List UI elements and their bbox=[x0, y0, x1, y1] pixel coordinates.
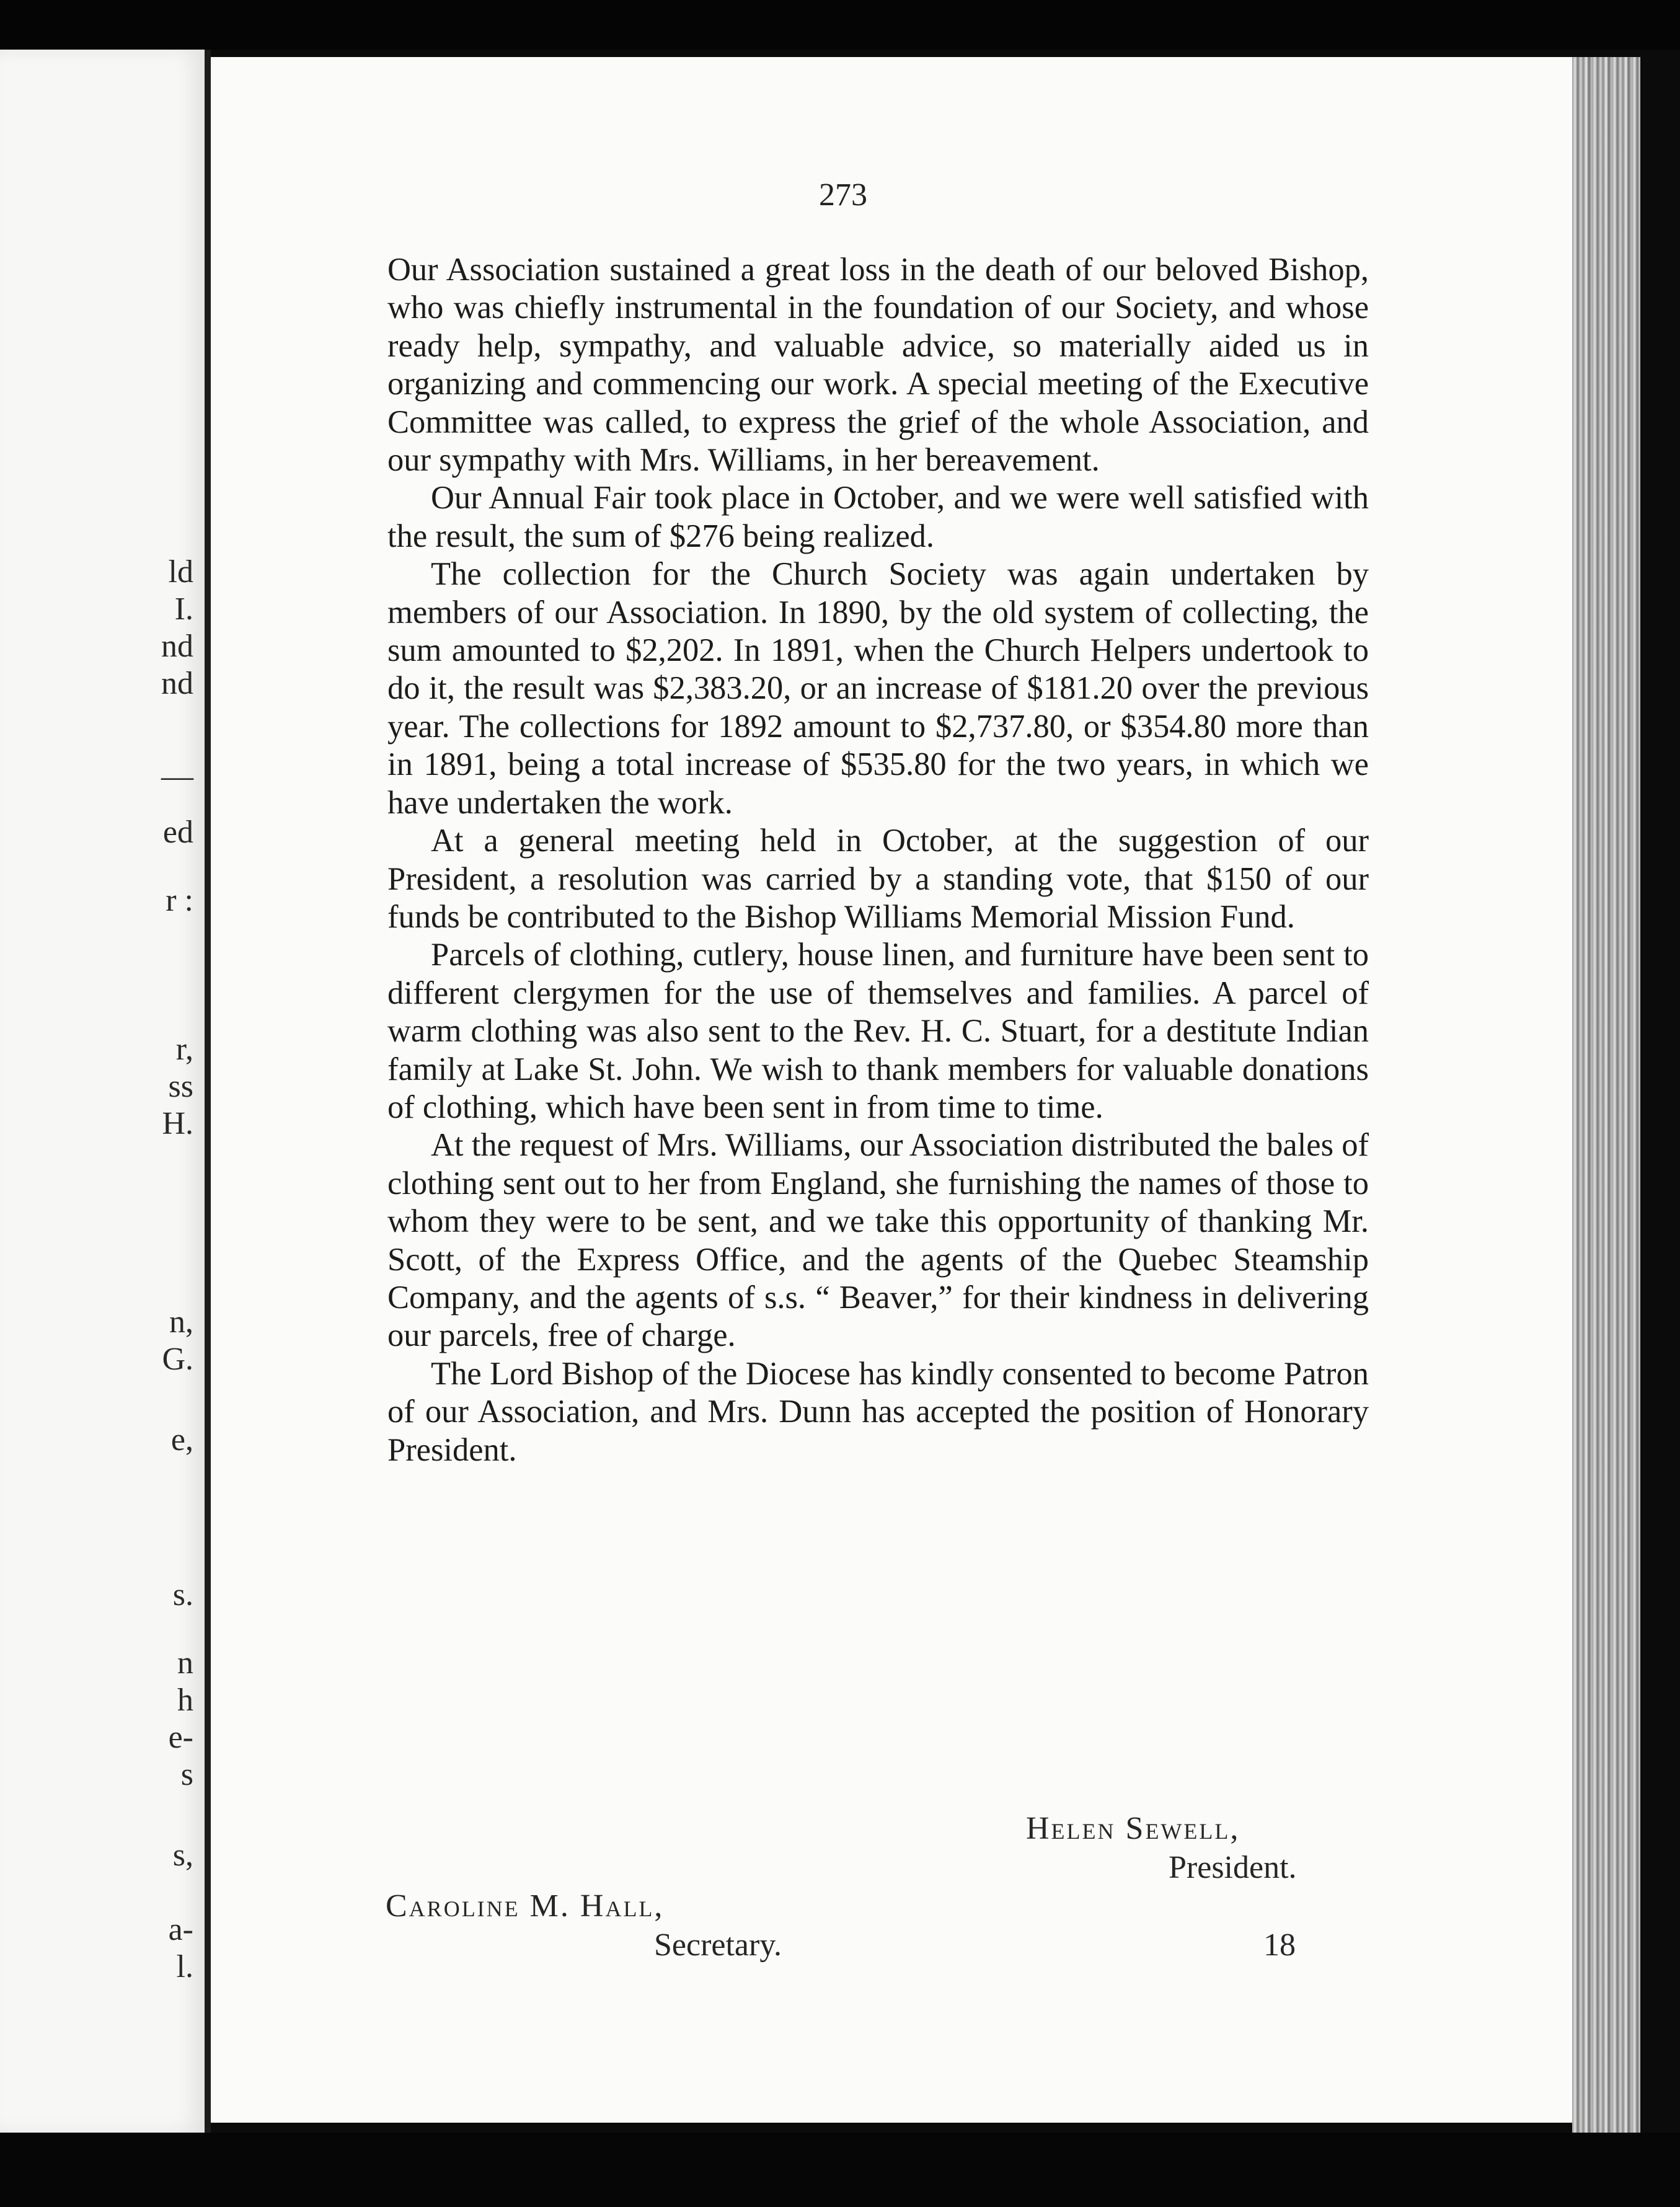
paragraph-general-meeting: At a general meeting held in October, at the suggestion of our President, a resolution was carried by a standing vote, that $150 of our funds be contributed to the Bishop Williams Memorial Mission Fund. bbox=[387, 823, 1369, 935]
report-body bbox=[387, 251, 1369, 1469]
paragraph-church-society-collection: The collection for the Church Society was again undertaken by members of our Association. In 1890, by the old system of collecting, the sum amounted to $2,202. In 1891, when the Church Helpers undertook to do it, the result was $2,383.20, or an increase of $181.20 over the previous year. The collections for 1892 amount to $2,737.80, or $354.80 more than in 1891, being a total increase of $535.80 for the two years, in which we have undertaken the work. bbox=[387, 556, 1369, 821]
left-page-fragment: ed bbox=[162, 815, 193, 850]
left-page-fragment: G. bbox=[162, 1342, 193, 1377]
left-page-fragment: l. bbox=[176, 1949, 193, 1984]
secretary-name: Caroline M. Hall, bbox=[386, 1888, 665, 1924]
page-edges bbox=[1572, 57, 1640, 2140]
left-page-fragment: nd bbox=[161, 666, 193, 701]
scan-border-bottom bbox=[0, 2133, 1680, 2207]
president-title: President. bbox=[1169, 1850, 1297, 1885]
left-page-fragment: s bbox=[180, 1757, 193, 1792]
book-gutter bbox=[205, 50, 211, 2145]
left-page-edge bbox=[0, 50, 206, 2133]
left-page-fragment: ld bbox=[168, 554, 193, 590]
left-page-fragment: r : bbox=[166, 883, 193, 918]
paragraph-bishop-loss: Our Association sustained a great loss in the death of our beloved Bishop, who was chiefly instrumental in the foundation of our Society, and whose ready help, sympathy, and valuable advice, so materially aided us in organizing and commencing our work. A special meeting of the Executive Committee was called, to express the grief of the whole Association, and our sympathy with Mrs. Williams, in her bereavement. bbox=[387, 252, 1369, 479]
paragraph-bales-of-clothing: At the request of Mrs. Williams, our Association distributed the bales of clothing sent out to her from England, she furnishing the names of those to whom they were to be sent, and we take this opportunity of thanking Mr. Scott, of the Express Office, and the agents of the Quebec Steamship Company, and the agents of s.s. “ Beaver,” for their kindness in delivering our parcels, free of charge. bbox=[387, 1127, 1369, 1354]
left-page-fragment: r, bbox=[175, 1032, 193, 1067]
left-page-fragment: nd bbox=[161, 629, 193, 664]
left-page-fragment: — bbox=[161, 759, 193, 794]
scan-border-top bbox=[0, 0, 1680, 50]
left-page-fragment: n, bbox=[169, 1304, 193, 1340]
left-page-fragment: I. bbox=[174, 591, 193, 627]
left-page-fragment: a- bbox=[168, 1912, 193, 1947]
left-page-fragment: s. bbox=[172, 1577, 193, 1612]
paragraph-annual-fair: Our Annual Fair took place in October, and we were well satisfied with the result, the sum of $276 being realized. bbox=[387, 480, 1369, 554]
left-page-fragment: s, bbox=[172, 1838, 193, 1873]
signature-mark: 18 bbox=[1263, 1927, 1296, 1963]
paragraph-patron: The Lord Bishop of the Diocese has kindly consented to become Patron of our Association, and Mrs. Dunn has accepted the position of Honorary President. bbox=[387, 1355, 1369, 1468]
left-page-fragment: ss bbox=[168, 1069, 193, 1104]
left-page-fragment: e- bbox=[168, 1720, 193, 1755]
page-number: 273 bbox=[819, 177, 867, 213]
secretary-title: Secretary. bbox=[654, 1927, 782, 1963]
left-page-fragment: H. bbox=[162, 1106, 193, 1141]
left-page-fragment: e, bbox=[170, 1422, 193, 1457]
left-page-fragment: n bbox=[177, 1645, 193, 1681]
left-page-fragment: h bbox=[177, 1683, 193, 1718]
paragraph-parcels: Parcels of clothing, cutlery, house linen, and furniture have been sent to different clergymen for the use of themselves and families. A parcel of warm clothing was also sent to the Rev. H. C. Stuart, for a destitute Indian family at Lake St. John. We wish to thank members for valuable donations of clothing, which have been sent in from time to time. bbox=[387, 937, 1369, 1125]
president-name: Helen Sewell, bbox=[1026, 1811, 1240, 1846]
